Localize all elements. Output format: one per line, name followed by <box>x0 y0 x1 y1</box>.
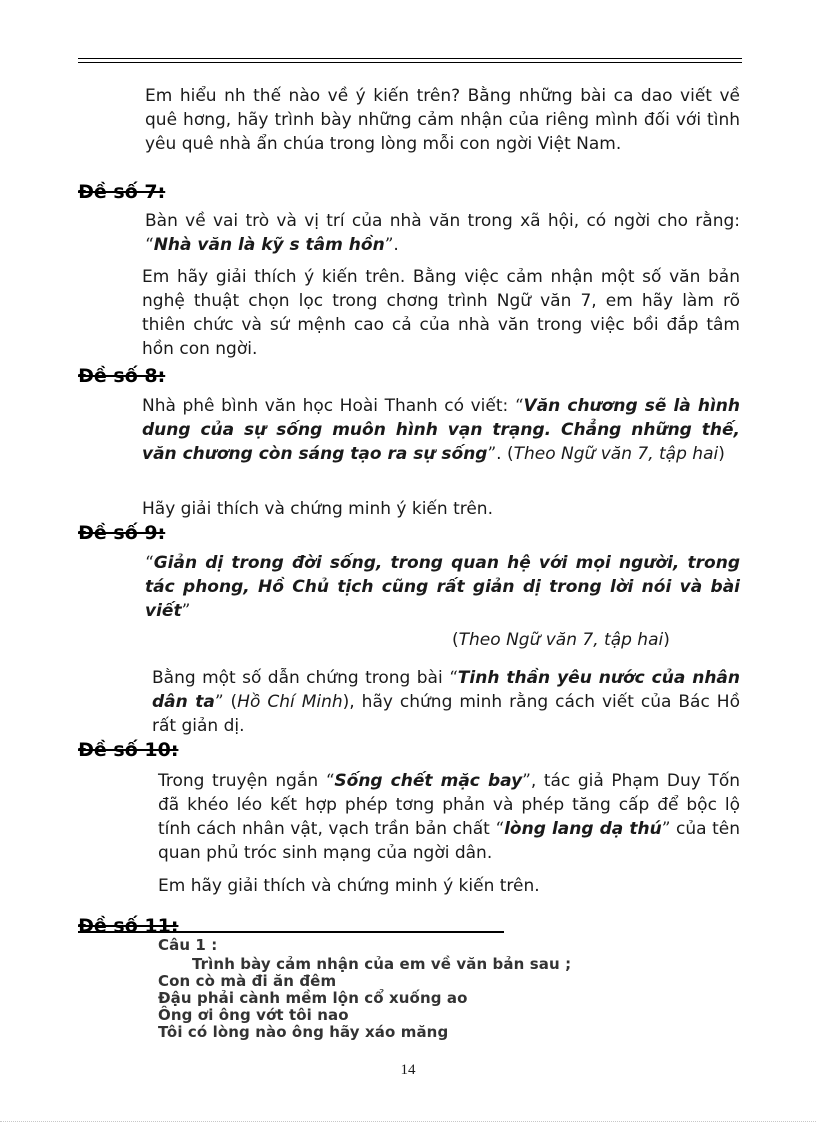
de8-paragraph-1: Nhà phê bình văn học Hoài Thanh có viết: “Văn chương sẽ là hình dung của sự sống muôn hình vạn trạng. Chẳng những thế, văn chương còn sáng tạo ra sự sống”. (Theo Ngữ văn 7, tập hai) <box>142 396 740 464</box>
de8-heading: Đề số 8: <box>78 365 166 387</box>
de7-heading: Đề số 7: <box>78 181 166 203</box>
de11-cau: Câu 1 : <box>158 936 218 954</box>
de8-source: Theo Ngữ văn 7, tập hai <box>513 444 719 464</box>
de8-quote: Văn chương sẽ là hình dung của sự sống muôn hình vạn trạng. Chẳng những thế, văn chương còn sáng tạo ra sự sống <box>142 396 740 464</box>
de10-work-title: Sống chết mặc bay <box>334 771 523 791</box>
de11-instruction: Trình bày cảm nhận của em về văn bản sau ; <box>192 955 572 973</box>
de8-p2-text: Hãy giải thích và chứng minh ý kiến trên. <box>142 499 493 519</box>
de9-p2-post: , hãy chứng minh rằng cách viết của Bác Hồ rất giản dị. <box>152 692 740 736</box>
header-rule-bottom <box>78 62 742 63</box>
de10-heading: Đề số 10: <box>78 739 179 761</box>
de9-work-title: Tinh thần yêu nước của nhân dân ta <box>152 668 740 712</box>
de9-paragraph-2: Bằng một số dẫn chứng trong bài “Tinh thần yêu nước của nhân dân ta” (Hồ Chí Minh), hãy chứng minh rằng cách viết của Bác Hồ rất giản dị. <box>152 668 740 736</box>
de9-quote-paragraph: “Giản dị trong đời sống, trong quan hệ với mọi người, trong tác phong, Hồ Chủ tịch cũng rất giản dị trong lời nói và bài viết” <box>145 553 740 621</box>
de10-p1-post: của tên quan phủ tróc sinh mạng của ngời dân. <box>158 819 741 863</box>
de9-author: Hồ Chí Minh <box>237 692 343 712</box>
intro-text: Em hiểu nh thế nào về ý kiến trên? Bằng những bài ca dao viết về quê hơng, hãy trình bày những cảm nhận của riêng mình đối với tình yêu quê nhà ẩn chúa trong lòng mỗi con ngời Việt Nam. <box>145 86 740 154</box>
de7-paragraph-1: Bàn về vai trò và vị trí của nhà văn trong xã hội, có ngời cho rằng: “Nhà văn là kỹ s tâm hồn”. <box>145 211 740 255</box>
de7-quote: Nhà văn là kỹ s tâm hồn <box>153 235 385 255</box>
de9-heading: Đề số 9: <box>78 522 166 544</box>
de11-poem-line-3: Ông ơi ông vớt tôi nao <box>158 1006 349 1024</box>
page-bottom-border <box>0 1121 816 1122</box>
de11-heading-rule <box>78 931 504 933</box>
de9-p2-text: Bằng một số dẫn chứng trong bài <box>152 668 450 688</box>
de10-p2-text: Em hãy giải thích và chứng minh ý kiến trên. <box>158 876 540 896</box>
de7-p2-text: Em hãy giải thích ý kiến trên. Bằng việc cảm nhận một số văn bản nghệ thuật chọn lọc trong chơng trình Ngữ văn 7, em hãy làm rõ thiên chức và sứ mệnh cao cả của nhà văn trong việc bồi đắp tâm hồn con ngời. <box>142 267 740 359</box>
header-rule-top <box>78 58 742 59</box>
page-number: 14 <box>400 1062 416 1078</box>
de7-p1-text: Bàn về vai trò và vị trí của nhà văn trong xã hội, có ngời cho rằng: <box>145 211 740 231</box>
de11-heading: Đề số 11: <box>78 915 179 937</box>
de8-p1-text: Nhà phê bình văn học Hoài Thanh có viết: <box>142 396 515 416</box>
de8-paragraph-2 <box>142 497 740 521</box>
de10-p1-pre: Trong truyện ngắn <box>158 771 326 791</box>
intro-paragraph <box>145 84 740 156</box>
de7-paragraph-2 <box>142 265 740 361</box>
de11-poem-line-2: Đậu phải cành mềm lộn cổ xuống ao <box>158 989 468 1007</box>
de10-paragraph-2 <box>158 874 740 898</box>
de11-poem-line-1: Con cò mà đi ăn đêm <box>158 972 337 990</box>
de9-source-line: (Theo Ngữ văn 7, tập hai) <box>452 630 670 650</box>
de9-source: Theo Ngữ văn 7, tập hai <box>458 630 664 650</box>
de10-quote: lòng lang dạ thú <box>504 819 662 839</box>
de9-quote: Giản dị trong đời sống, trong quan hệ với mọi người, trong tác phong, Hồ Chủ tịch cũng rất giản dị trong lời nói và bài viết <box>145 553 740 621</box>
de10-p1-mid: , tác giả Phạm Duy Tốn đã khéo léo kết hợp phép tơng phản và phép tăng cấp để bộc lộ tính cách nhân vật, vạch trần bản chất <box>158 771 740 839</box>
de11-poem-line-4: Tôi có lòng nào ông hãy xáo măng <box>158 1023 449 1041</box>
de10-paragraph-1: Trong truyện ngắn “Sống chết mặc bay”, tác giả Phạm Duy Tốn đã khéo léo kết hợp phép tơng phản và phép tăng cấp để bộc lộ tính cách nhân vật, vạch trần bản chất “lòng lang dạ thú” của tên quan phủ tróc sinh mạng của ngời dân. <box>158 771 741 863</box>
